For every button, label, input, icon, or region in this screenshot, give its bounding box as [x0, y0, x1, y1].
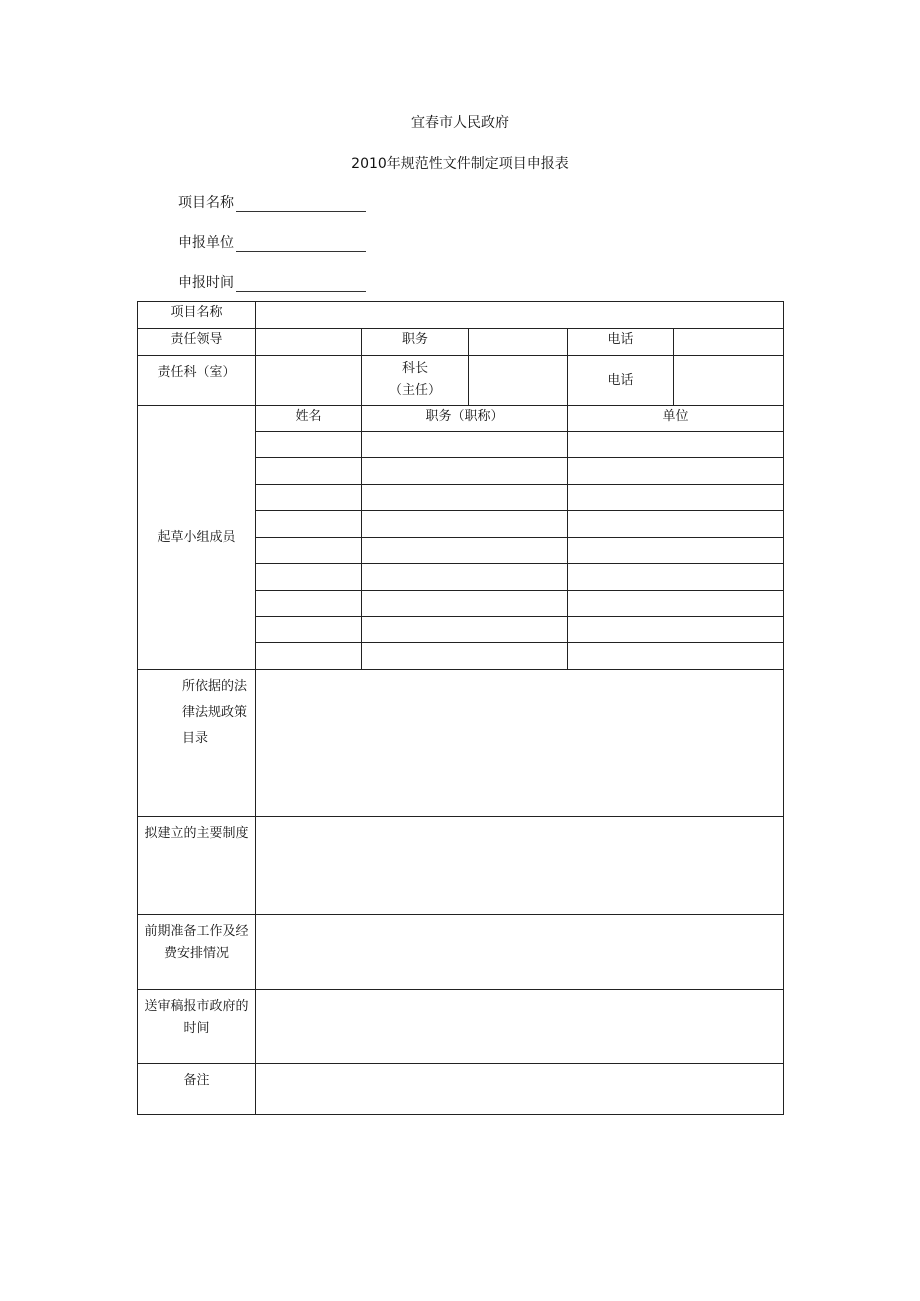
position-label: 职务: [362, 329, 469, 356]
member-name-cell[interactable]: [256, 485, 362, 511]
member-name-cell[interactable]: [256, 511, 362, 538]
form-title: 2010年规范性文件制定项目申报表: [351, 156, 569, 172]
chief-value-cell[interactable]: [469, 356, 568, 406]
col-unit-header: 单位: [568, 406, 784, 432]
project-name-label: 项目名称: [178, 195, 234, 211]
preparation-label: [138, 915, 256, 990]
preparation-value-cell[interactable]: [256, 915, 784, 990]
apply-date-label: 申报时间: [178, 275, 234, 291]
applicant-unit-blank[interactable]: [236, 233, 366, 252]
org-title: 宜春市人民政府: [411, 115, 509, 131]
project-name-cell-label: 项目名称: [138, 302, 256, 329]
main-system-value-cell[interactable]: [256, 817, 784, 915]
member-title-cell[interactable]: [362, 538, 568, 564]
submit-time-label: [138, 990, 256, 1064]
remarks-value-cell[interactable]: [256, 1064, 784, 1115]
leader-label: 责任领导: [138, 329, 256, 356]
apply-date-field: [178, 272, 366, 292]
submit-time-line2: 时间: [183, 1021, 210, 1036]
member-unit-cell[interactable]: [568, 538, 784, 564]
member-title-cell[interactable]: [362, 511, 568, 538]
applicant-unit-label: 申报单位: [178, 235, 234, 251]
remarks-label: 备注: [138, 1064, 256, 1115]
legal-basis-line3: 目录: [182, 731, 209, 746]
phone2-value-cell[interactable]: [674, 356, 784, 406]
phone-value-cell[interactable]: [674, 329, 784, 356]
member-name-cell[interactable]: [256, 643, 362, 670]
member-title-cell[interactable]: [362, 458, 568, 485]
member-title-cell[interactable]: [362, 564, 568, 591]
applicant-unit-field: [178, 232, 366, 252]
chief-label-line1: 科长: [401, 361, 428, 376]
phone-label: 电话: [568, 329, 674, 356]
member-unit-cell[interactable]: [568, 432, 784, 458]
member-name-cell[interactable]: [256, 432, 362, 458]
member-unit-cell[interactable]: [568, 591, 784, 617]
col-title-header: 职务（职称）: [362, 406, 568, 432]
project-name-value-cell[interactable]: [256, 302, 784, 329]
chief-label: [362, 356, 469, 406]
position-value-cell[interactable]: [469, 329, 568, 356]
project-name-field: [178, 192, 366, 212]
dept-label: 责任科（室）: [138, 356, 256, 406]
member-title-cell[interactable]: [362, 432, 568, 458]
project-name-blank[interactable]: [236, 193, 366, 212]
legal-basis-line1: 所依据的法: [182, 679, 248, 694]
member-title-cell[interactable]: [362, 643, 568, 670]
member-unit-cell[interactable]: [568, 511, 784, 538]
member-name-cell[interactable]: [256, 564, 362, 591]
members-label: 起草小组成员: [138, 406, 256, 670]
member-name-cell[interactable]: [256, 591, 362, 617]
member-unit-cell[interactable]: [568, 485, 784, 511]
member-title-cell[interactable]: [362, 617, 568, 643]
member-name-cell[interactable]: [256, 458, 362, 485]
apply-date-blank[interactable]: [236, 273, 366, 292]
member-title-cell[interactable]: [362, 485, 568, 511]
member-unit-cell[interactable]: [568, 643, 784, 670]
leader-value-cell[interactable]: [256, 329, 362, 356]
member-name-cell[interactable]: [256, 538, 362, 564]
application-table: [137, 301, 784, 1115]
preparation-line2: 费安排情况: [163, 946, 229, 961]
member-unit-cell[interactable]: [568, 564, 784, 591]
member-name-cell[interactable]: [256, 617, 362, 643]
legal-basis-value-cell[interactable]: [256, 670, 784, 817]
phone2-label: 电话: [568, 356, 674, 406]
legal-basis-label: [138, 670, 256, 817]
member-unit-cell[interactable]: [568, 617, 784, 643]
member-title-cell[interactable]: [362, 591, 568, 617]
submit-time-value-cell[interactable]: [256, 990, 784, 1064]
legal-basis-line2: 律法规政策: [182, 705, 248, 720]
preparation-line1: 前期准备工作及经: [144, 924, 249, 939]
dept-value-cell[interactable]: [256, 356, 362, 406]
submit-time-line1: 送审稿报市政府的: [144, 999, 249, 1014]
col-name-header: 姓名: [256, 406, 362, 432]
main-system-label: 拟建立的主要制度: [138, 817, 256, 915]
member-unit-cell[interactable]: [568, 458, 784, 485]
chief-label-line2: （主任）: [388, 383, 441, 398]
